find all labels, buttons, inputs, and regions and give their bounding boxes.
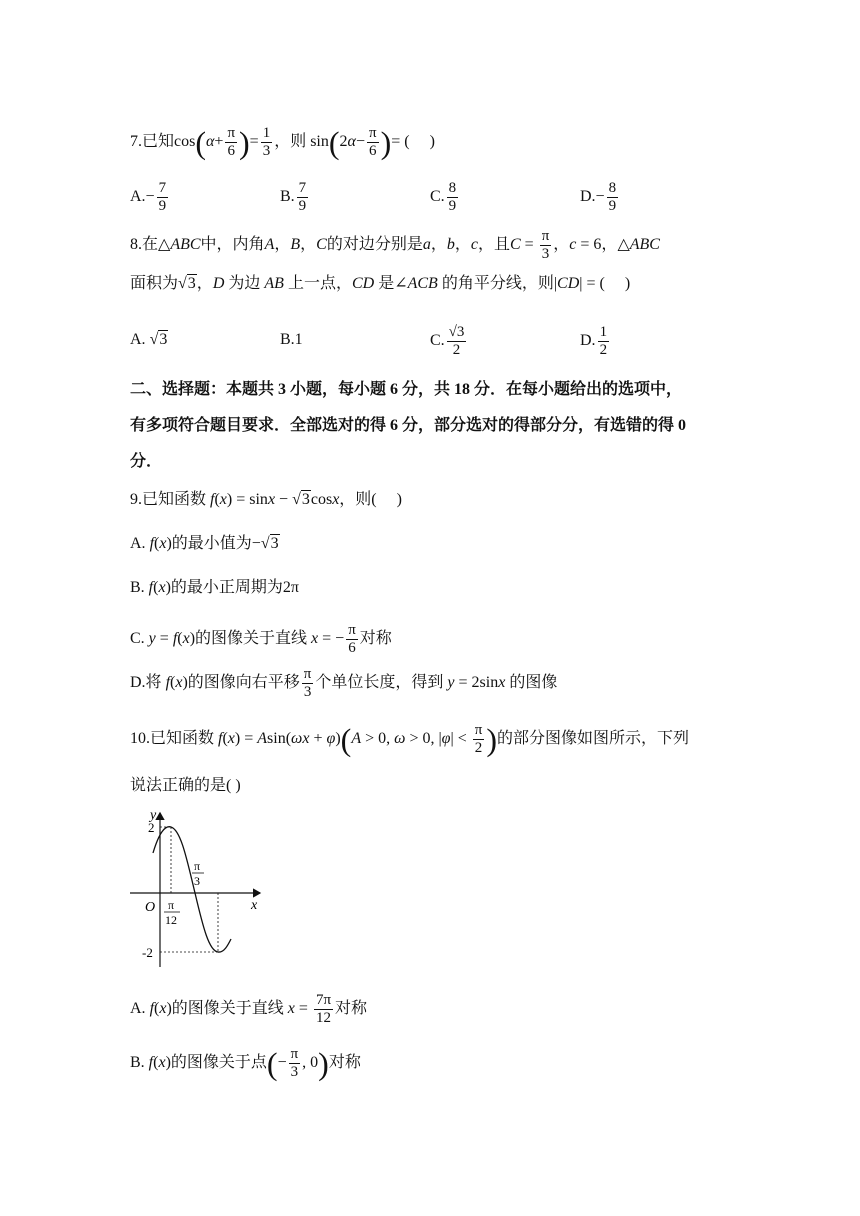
q8-option-c[interactable]: C. $\frac{√3}{2}$ (430, 324, 465, 358)
q8-line1: 8.在△ABC中，内角A，B，C的对边分别是a，b，c，且C = $\frac{\pi}{3}$ ，c = 6，△ABC (130, 228, 660, 262)
q9-stem: 9.已知函数 f(x) = sinx − √3cosx，则( ) (130, 491, 402, 508)
q10-stem-line2: 说法正确的是( ) (130, 777, 241, 794)
q9-option-c[interactable]: C. y = f(x)的图像关于直线 x = − $\frac{\pi}{6}$ 对称 (130, 622, 392, 656)
section2-line3: 分． (130, 453, 163, 470)
q10-stem: 10.已知函数 f(x) = Asin(ωx + φ)(A > 0, ω > 0, |φ| < $\frac{\pi}{2}$ )的部分图像如图所示，下列 (130, 721, 690, 758)
q7-option-d[interactable]: D.− $\frac{8}{9}$ (580, 180, 617, 214)
section2-line2: 有多项符合题目要求．全部选对的得 6 分，部分选对的得部分分，有选错的得 0 (130, 417, 687, 434)
q8-line2: 面积为√3，D 为边 AB 上一点，CD 是∠ACB 的角平分线，则|CD| = ( ) (130, 275, 631, 292)
svg-text:12: 12 (165, 913, 177, 927)
q7-stem: 7.已知cos(α+ $\frac{\pi}{6}$ )= $\frac{1}{3}$ ，则 sin(2α− $\frac{\pi}{6}$ )= ( ) (130, 124, 435, 161)
svg-text:π: π (194, 859, 201, 873)
section2-line1: 二、选择题：本题共 3 小题，每小题 6 分，共 18 分．在每小题给出的选项中， (130, 381, 683, 398)
q7-option-a[interactable]: A.− $\frac{7}{9}$ (130, 180, 167, 214)
graph-ymin: -2 (142, 945, 153, 960)
q10-option-a[interactable]: A. f(x)的图像关于直线 x = $\frac{7\pi}{12}$ 对称 (130, 992, 368, 1026)
graph-y-label: y (150, 808, 157, 823)
graph-ymax: 2 (148, 820, 155, 835)
q8-option-d[interactable]: D. $\frac{1}{2}$ (580, 324, 608, 358)
svg-text:3: 3 (194, 874, 200, 888)
q9-option-d[interactable]: D.将 f(x)的图像向右平移 $\frac{\pi}{3}$ 个单位长度，得到 y = 2sinx 的图像 (130, 666, 558, 700)
svg-text:π: π (168, 898, 175, 912)
sine-curve (153, 827, 231, 952)
q10-graph (125, 805, 275, 975)
q10-option-b[interactable]: B. f(x)的图像关于点(− $\frac{\pi}{3}$ , 0)对称 (130, 1045, 361, 1082)
q7-option-b[interactable]: B. $\frac{7}{9}$ (280, 180, 307, 214)
q8-option-a[interactable]: A. √3 (130, 331, 168, 348)
q9-option-b[interactable]: B. f(x)的最小正周期为2π (130, 579, 299, 596)
graph-x-label: x (251, 898, 258, 913)
q9-option-a[interactable]: A. f(x)的最小值为−√3 (130, 535, 279, 552)
q7-option-c[interactable]: C. $\frac{8}{9}$ (430, 180, 457, 214)
q8-option-b[interactable]: B.1 (280, 331, 303, 348)
graph-origin: O (145, 900, 156, 915)
